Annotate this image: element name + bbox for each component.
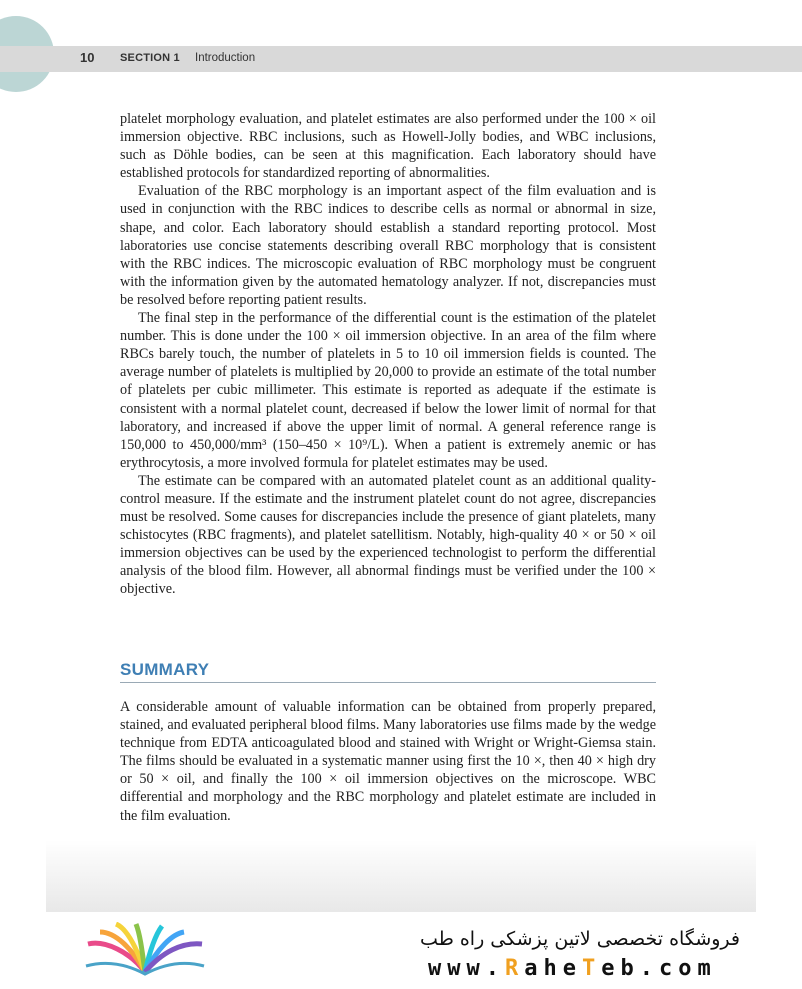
store-name: فروشگاه تخصصی لاتین پزشکی راه طب <box>420 928 740 950</box>
paragraph-4: The estimate can be compared with an automated platelet count as an additional quality-control measure. If the estimate and the instrument platelet count do not agree, discrepancies must be resolved. Some causes for discrepancies include the presence of giant platelets, many schistocytes (RBC fragments), and platelet satellitism. Notably, high-quality 40 × or 50 × oil immersion objectives can be used by the experienced technologist to perform the differential analysis of the blood film. However, all abnormal findings must be verified under the 100 × objective. <box>120 472 656 598</box>
paragraph-1: platelet morphology evaluation, and platelet estimates are also performed under the 100 × oil immersion objective. RBC inclusions, such as Howell-Jolly bodies, and WBC inclusions, such as Döhle bodies, can be seen at this magnification. Each laboratory should have established protocols for standardized reporting of abnormalities. <box>120 111 656 182</box>
url-prefix: www. <box>428 956 505 981</box>
page-number: 10 <box>80 50 95 65</box>
url-suffix: eb.com <box>601 956 717 981</box>
url-accent-r: R <box>504 956 525 981</box>
section-title: Introduction <box>195 52 256 64</box>
paragraph-2: Evaluation of the RBC morphology is an important aspect of the film evaluation and is used in conjunction with the RBC indices to describe cells as normal or abnormal in size, shape, and color. Each laboratory should establish a standard reporting protocol. Most laboratories use concise statements describing overall RBC morphology that is consistent with the RBC indices. The microscopic evaluation of RBC morphology must be congruent with the information given by the automated hematology analyzer. If not, discrepancies must be resolved before reporting patient results. <box>120 183 656 308</box>
url-mid: ahe <box>524 956 582 981</box>
summary-text: A considerable amount of valuable information can be obtained from properly prepared, stained, and evaluated peripheral blood films. Many laboratories use films made by the wedge technique from EDTA anticoagulated blood and stained with Wright or Wright-Giemsa stain. The films should be evaluated in a systematic manner using first the 10 ×, then 40 × high dry or 50 × oil, and finally the 100 × oil immersion objectives on the microscope. WBC differential and morphology and the RBC morphology and platelet estimate are included in the film evaluation. <box>120 699 656 824</box>
paragraph-3: The final step in the performance of the differential count is the estimation of the platelet number. This is done under the 100 × oil immersion objective. In an area of the film where RBCs barely touch, the number of platelets in 5 to 10 oil immersion fields is counted. The average number of platelets is multiplied by 20,000 to provide an estimate of the total number of platelets per cubic millimeter. This estimate is reported as adequate if the estimate is consistent with a normal platelet count, decreased if below the lower limit of normal for that laboratory, and increased if above the upper limit of normal. A general reference range is 150,000 to 450,000/mm³ (150–450 × 10⁹/L). When a patient is extremely anemic or has erythrocytosis, a more involved formula for platelet estimates may be used. <box>120 310 656 471</box>
summary-heading: SUMMARY <box>120 660 656 683</box>
store-url[interactable] <box>428 956 717 981</box>
url-accent-t: T <box>581 956 602 981</box>
section-label: SECTION 1 <box>120 52 180 64</box>
page-bottom-shadow <box>46 840 756 912</box>
book-logo-icon <box>80 922 210 980</box>
body-text <box>120 110 656 599</box>
